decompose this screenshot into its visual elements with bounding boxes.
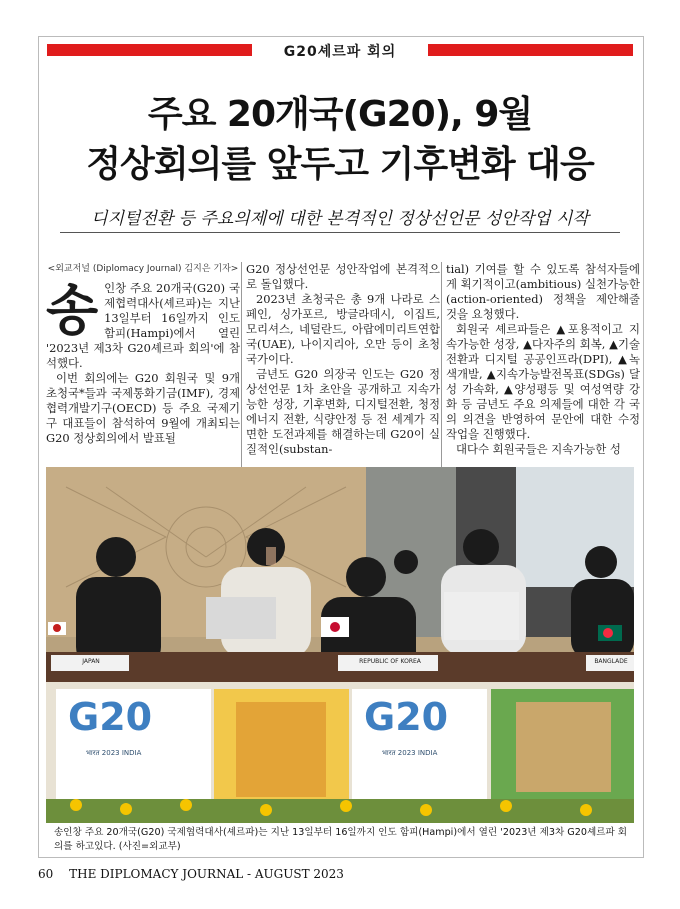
paragraph-3: G20 정상선언문 성안작업에 본격적으로 돌입했다. — [246, 262, 440, 291]
paragraph-4: 2023년 초청국은 총 9개 나라로 스페인, 싱가포르, 방글라데시, 이집트, 모리셔스, 네덜란드, 아랍에미리트연합국(UAE), 나이지리아, 오만 등이 초청국가이다. — [246, 292, 440, 366]
section-bar-left — [47, 44, 252, 56]
g20-logo-right: G20 — [364, 695, 449, 739]
paragraph-2: 이번 회의에는 G20 회원국 및 9개 초청국*들과 국제통화기금(IMF), 경제협력개발기구(OECD) 등 주요 국제기구 대표들이 참석하여 9월에 개최되는 G20 정상회의에서 발표될 — [46, 371, 240, 445]
conference-photo — [46, 467, 634, 823]
article-column-3 — [446, 262, 640, 457]
subtitle: 디지털전환 등 주요의제에 대한 본격적인 정상선언문 성안작업 시작 — [91, 209, 589, 229]
nameplate-korea: REPUBLIC OF KOREA — [359, 658, 421, 665]
section-label: G20셰르파 회의 — [283, 44, 397, 60]
byline: <외교저널 (Diplomacy Journal) 김지은 기자> — [47, 264, 239, 274]
nameplate-bangladesh: BANGLADE — [594, 658, 628, 665]
paragraph-8: 대다수 회원국들은 지속가능한 성 — [456, 442, 621, 456]
article-column-2 — [246, 262, 440, 457]
paragraph-6: tial) 기여를 할 수 있도록 참석자들에게 획기적이고(ambitious) 실천가능한(action-oriented) 정책을 제안해줄 것을 요청했다. — [446, 262, 640, 321]
photo-caption: 송인창 주요 20개국(G20) 국제협력대사(셰르파)는 지난 13일부터 16일까지 인도 함피(Hampi)에서 열린 '2023년 제3차 G20셰르파 회의를 하고있다. (사진=외교부) — [54, 827, 628, 852]
publication-name: THE DIPLOMACY JOURNAL - AUGUST 2023 — [69, 867, 344, 881]
paragraph-7: 회원국 셰르파들은 ▲포용적이고 지속가능한 성장, ▲다자주의 회복, ▲기술전환과 디지털 공공인프라(DPI), ▲녹색개발, ▲지속가능발전목표(SDGs) 달성 가속화, ▲양성평등 및 여성역량 강화 등 금년도 주요 의제들에 대한 각 국의 의견을 반영하여 문안에 대한 수정 작업을 진행했다. — [446, 322, 640, 441]
headline-line-1: 주요 20개국(G20), 9월 — [147, 94, 533, 135]
g20-banner-sub-right: भारत 2023 INDIA — [382, 749, 438, 757]
nameplate-japan: JAPAN — [82, 658, 100, 665]
headline-line-2: 정상회의를 앞두고 기후변화 대응 — [86, 144, 594, 185]
page-footer — [38, 867, 356, 881]
column-divider — [241, 262, 242, 467]
g20-banner-sub-left: भारत 2023 INDIA — [86, 749, 142, 757]
subtitle-underline — [60, 232, 620, 233]
g20-logo-left: G20 — [68, 695, 153, 739]
section-bar-right — [428, 44, 633, 56]
paragraph-5: 금년도 G20 의장국 인도는 G20 정상선언문 1차 초안을 공개하고 지속가능한 성장, 기후변화, 디지털전환, 청정에너지 전환, 식량안정 등 전 세계가 직면한 도전과제를 해결하는데 G20이 실질적인(substan- — [246, 367, 440, 456]
page-number: 60 — [38, 867, 54, 881]
section-header — [47, 42, 633, 58]
article-column-1 — [46, 262, 240, 446]
photo-illustration — [46, 467, 634, 823]
paragraph-1: 인창 주요 20개국(G20) 국제협력대사(셰르파)는 지난 13일부터 16일까지 인도 함피(Hampi)에서 열린 '2023년 제3차 G20셰르파 회의'에 참석했다. — [46, 281, 240, 370]
column-divider — [441, 262, 442, 467]
drop-cap: 송 — [46, 279, 99, 342]
